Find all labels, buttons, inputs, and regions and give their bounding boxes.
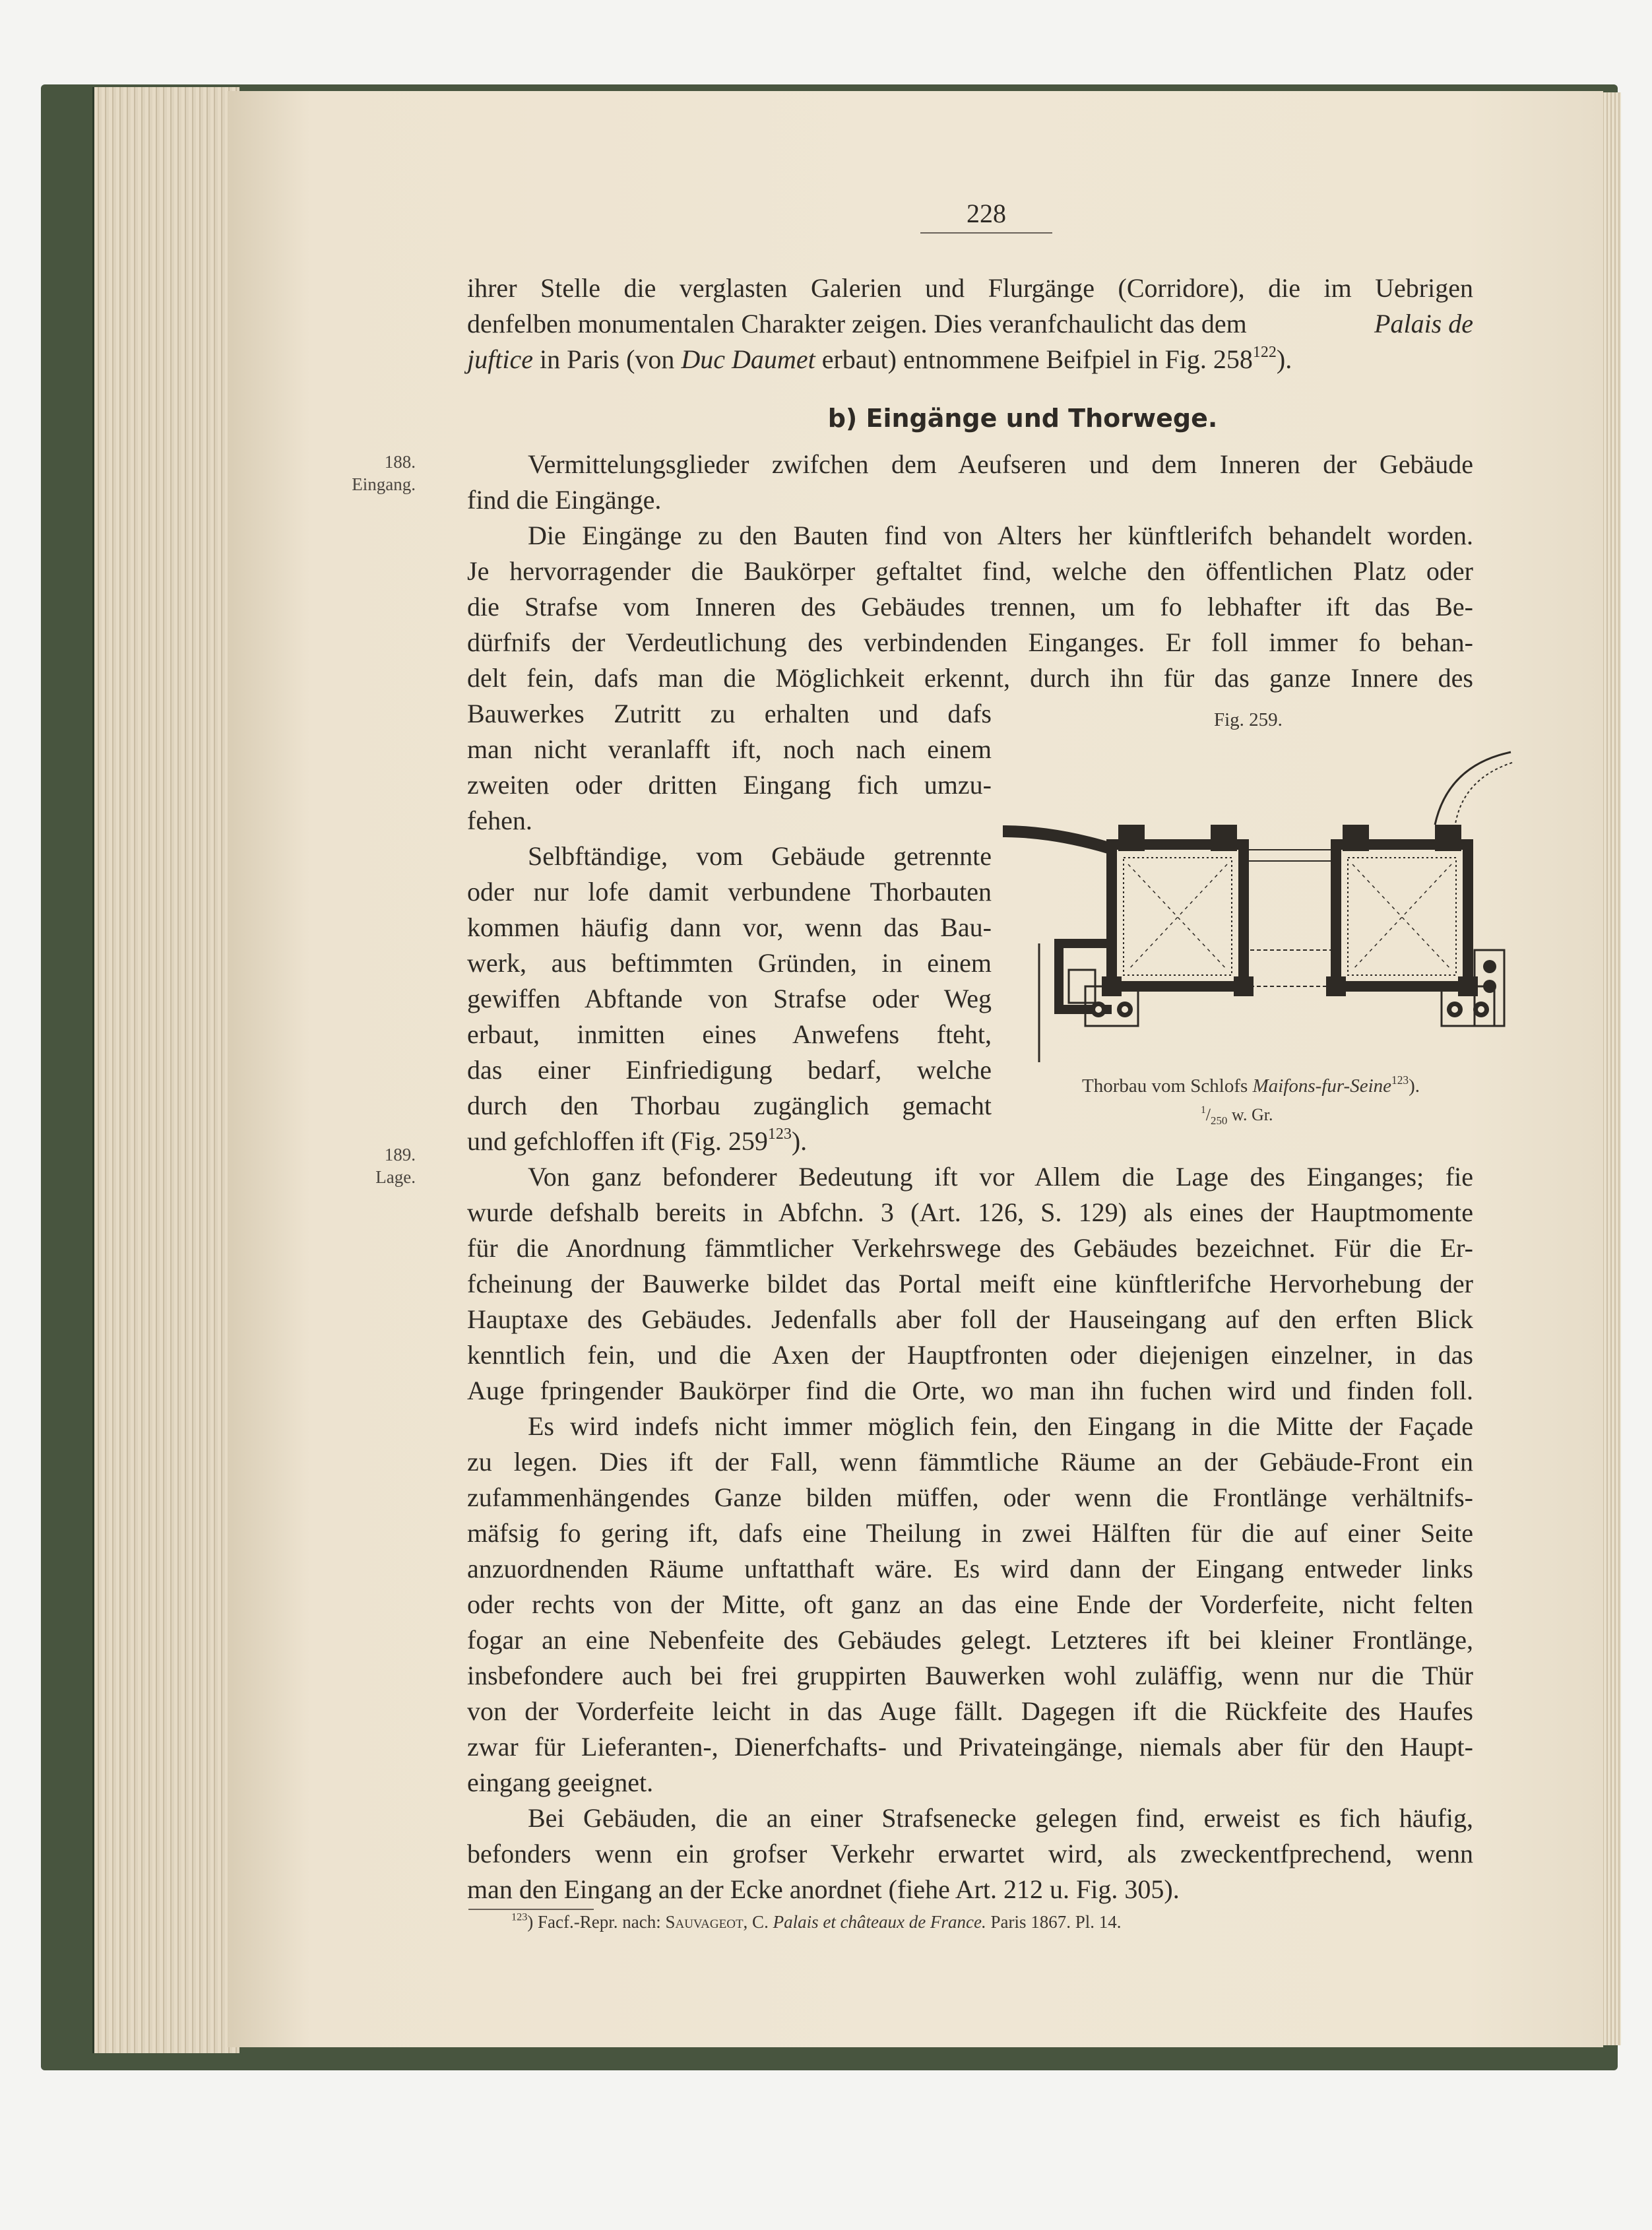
figure-caption [1082, 1075, 1420, 1097]
footnote-rule [468, 1909, 594, 1910]
text-line: insbefondere auch bei frei gruppirten Bauwerken wohl zuläffig, wenn nur die Thür [467, 1661, 1473, 1690]
text-span: ). [791, 1126, 808, 1156]
text-line: gewiffen Abftande von Strafse oder Weg [467, 984, 992, 1013]
italic-span: juftice [467, 344, 533, 374]
margin-note-number: 189. [384, 1145, 416, 1164]
footnote-number: 123 [511, 1911, 528, 1923]
italic-span: Palais de [1374, 309, 1473, 338]
text-line: ihrer Stelle die verglasten Galerien und Flurgänge (Corridore), die im Uebrigen [467, 273, 1473, 303]
footnote-ref: 122 [1252, 344, 1277, 362]
text-line: oder rechts von der Mitte, oft ganz an das eine Ende der Vorderfeite, nicht felten [467, 1589, 1473, 1619]
figure-label: Fig. 259. [1214, 709, 1283, 730]
text-line: werk, aus beftimmten Gründen, in einem [467, 948, 992, 978]
text-line: kenntlich fein, und die Axen der Hauptfronten oder diejenigen einzelner, in das [467, 1340, 1473, 1370]
scale-numerator: 1 [1201, 1104, 1206, 1116]
text-line: delt fein, dafs man die Möglichkeit erkennt, durch ihn für das ganze Innere des [467, 663, 1473, 693]
caption-italic: Maifons-fur-Seine [1252, 1075, 1391, 1097]
text-line: befonders wenn ein grofser Verkehr erwartet wird, als zweckentfprechend, wenn [467, 1839, 1473, 1868]
text-line: find die Eingänge. [467, 485, 662, 515]
text-line: man den Eingang an der Ecke anordnet (fiehe Art. 212 u. Fig. 305). [467, 1874, 1180, 1904]
text-line: fogar an eine Nebenfeite des Gebäudes gelegt. Letzteres ift bei kleiner Frontlänge, [467, 1625, 1473, 1655]
page-edges [92, 87, 239, 2053]
footnote-ref: 123 [1391, 1073, 1409, 1087]
text-line [467, 342, 1292, 377]
page-number-rule [920, 232, 1052, 234]
text-line: Hauptaxe des Gebäudes. Jedenfalls aber foll der Hauseingang auf den erften Blick [467, 1304, 1473, 1334]
text-span: ). [1276, 344, 1292, 374]
text-line: von der Vorderfeite leicht in das Auge fällt. Dagegen ift die Rückfeite des Haufes [467, 1696, 1473, 1726]
text-line: Es wird indefs nicht immer möglich fein, den Eingang in die Mitte der Façade [528, 1411, 1473, 1441]
text-line [467, 1124, 807, 1159]
text-span: erbaut) entnommene Beifpiel in Fig. 258 [821, 344, 1253, 374]
scale-denominator: 250 [1211, 1114, 1228, 1128]
footnote-text: Paris 1867. Pl. 14. [990, 1912, 1122, 1932]
text-line: zufammenhängendes Ganze bilden müffen, oder wenn die Frontlänge verhältnifs- [467, 1482, 1473, 1512]
scale-text: w. Gr. [1231, 1105, 1273, 1124]
caption-text: ). [1409, 1075, 1420, 1097]
text-line [467, 306, 1473, 342]
footnote-author: Sauvageot, C. [665, 1912, 769, 1932]
section-heading: b) Eingänge und Thorwege. [827, 404, 1218, 433]
text-line: die Strafse vom Inneren des Gebäudes trennen, um fo lebhafter ift das Be- [467, 592, 1473, 621]
text-line: Die Eingänge zu den Bauten find von Alters her künftlerifch behandelt worden. [528, 521, 1473, 550]
text-line: eingang geeignet. [467, 1768, 654, 1797]
text-line: Vermittelungsglieder zwifchen dem Aeufseren und dem Inneren der Gebäude [528, 449, 1473, 479]
text-line: Bei Gebäuden, die an einer Strafsenecke gelegen find, erweist es fich häufig, [528, 1803, 1473, 1833]
footnote-ref: 123 [767, 1126, 792, 1143]
text-line: mäfsig fo gering ift, dafs eine Theilung in zwei Hälften für die auf einer Seite [467, 1518, 1473, 1548]
text-span: und gefchloffen ift (Fig. 259 [467, 1126, 768, 1156]
text-line: Von ganz befonderer Bedeutung ift vor Allem die Lage des Einganges; fie [528, 1162, 1473, 1192]
margin-note-label: Lage. [375, 1167, 416, 1187]
text-line: Bauwerkes Zutritt zu erhalten und dafs [467, 699, 992, 728]
text-line: Je hervorragender die Baukörper geftaltet find, welche den öffentlichen Platz oder [467, 556, 1473, 586]
text-span: denfelben monumentalen Charakter zeigen. Dies veranfchaulicht das dem [467, 309, 1247, 338]
text-line: fehen. [467, 806, 532, 835]
text-line: das einer Einfriedigung bedarf, welche [467, 1055, 992, 1085]
text-line: zwar für Lieferanten-, Dienerfchafts- und Privateingänge, niemals aber für den Haupt- [467, 1732, 1473, 1762]
text-line: zu legen. Dies ift der Fall, wenn fämmtliche Räume an der Gebäude-Front ein [467, 1447, 1473, 1477]
footnote-title: Palais et châteaux de France. [773, 1912, 986, 1932]
text-line: dürfnifs der Verdeutlichung des verbindenden Einganges. Er foll immer fo behan- [467, 627, 1473, 657]
text-line: für die Anordnung fämmtlicher Verkehrswege des Gebäudes bezeichnet. Für die Er- [467, 1233, 1473, 1263]
text-line: man nicht veranlafft ift, noch nach einem [467, 734, 992, 764]
text-line: Auge fpringender Baukörper find die Orte, wo man ihn fuchen wird und finden foll. [467, 1376, 1473, 1405]
text-line: erbaut, inmitten eines Anwefens fteht, [467, 1019, 992, 1049]
text-line: fcheinung der Bauwerke bildet das Portal meift eine künftlerifche Hervorhebung der [467, 1269, 1473, 1298]
figure-scale: $^1/_{250}$ w. Gr. [1201, 1104, 1273, 1128]
footnote-text: ) Facf.-Repr. nach: [527, 1912, 661, 1932]
text-line: Selbftändige, vom Gebäude getrennte [528, 841, 992, 871]
page-number: 228 [967, 199, 1006, 228]
text-line: oder nur lofe damit verbundene Thorbauten [467, 877, 992, 907]
footnote [511, 1912, 1122, 1932]
text-span: in Paris (von [539, 344, 675, 374]
text-line: zweiten oder dritten Eingang fich umzu- [467, 770, 992, 800]
floor-plan-figure [1000, 732, 1527, 1069]
italic-span: Duc Daumet [681, 344, 815, 374]
margin-note-label: Eingang. [352, 474, 416, 494]
text-line: wurde defshalb bereits in Abfchn. 3 (Art. 126, S. 129) als eines der Hauptmomente [467, 1197, 1473, 1227]
text-line: kommen häufig dann vor, wenn das Bau- [467, 912, 992, 942]
caption-text: Thorbau vom Schlofs [1082, 1075, 1248, 1097]
margin-note-number: 188. [384, 452, 416, 472]
text-line: durch den Thorbau zugänglich gemacht [467, 1091, 992, 1120]
text-line: anzuordnenden Räume unftatthaft wäre. Es wird dann der Eingang entweder links [467, 1554, 1473, 1583]
